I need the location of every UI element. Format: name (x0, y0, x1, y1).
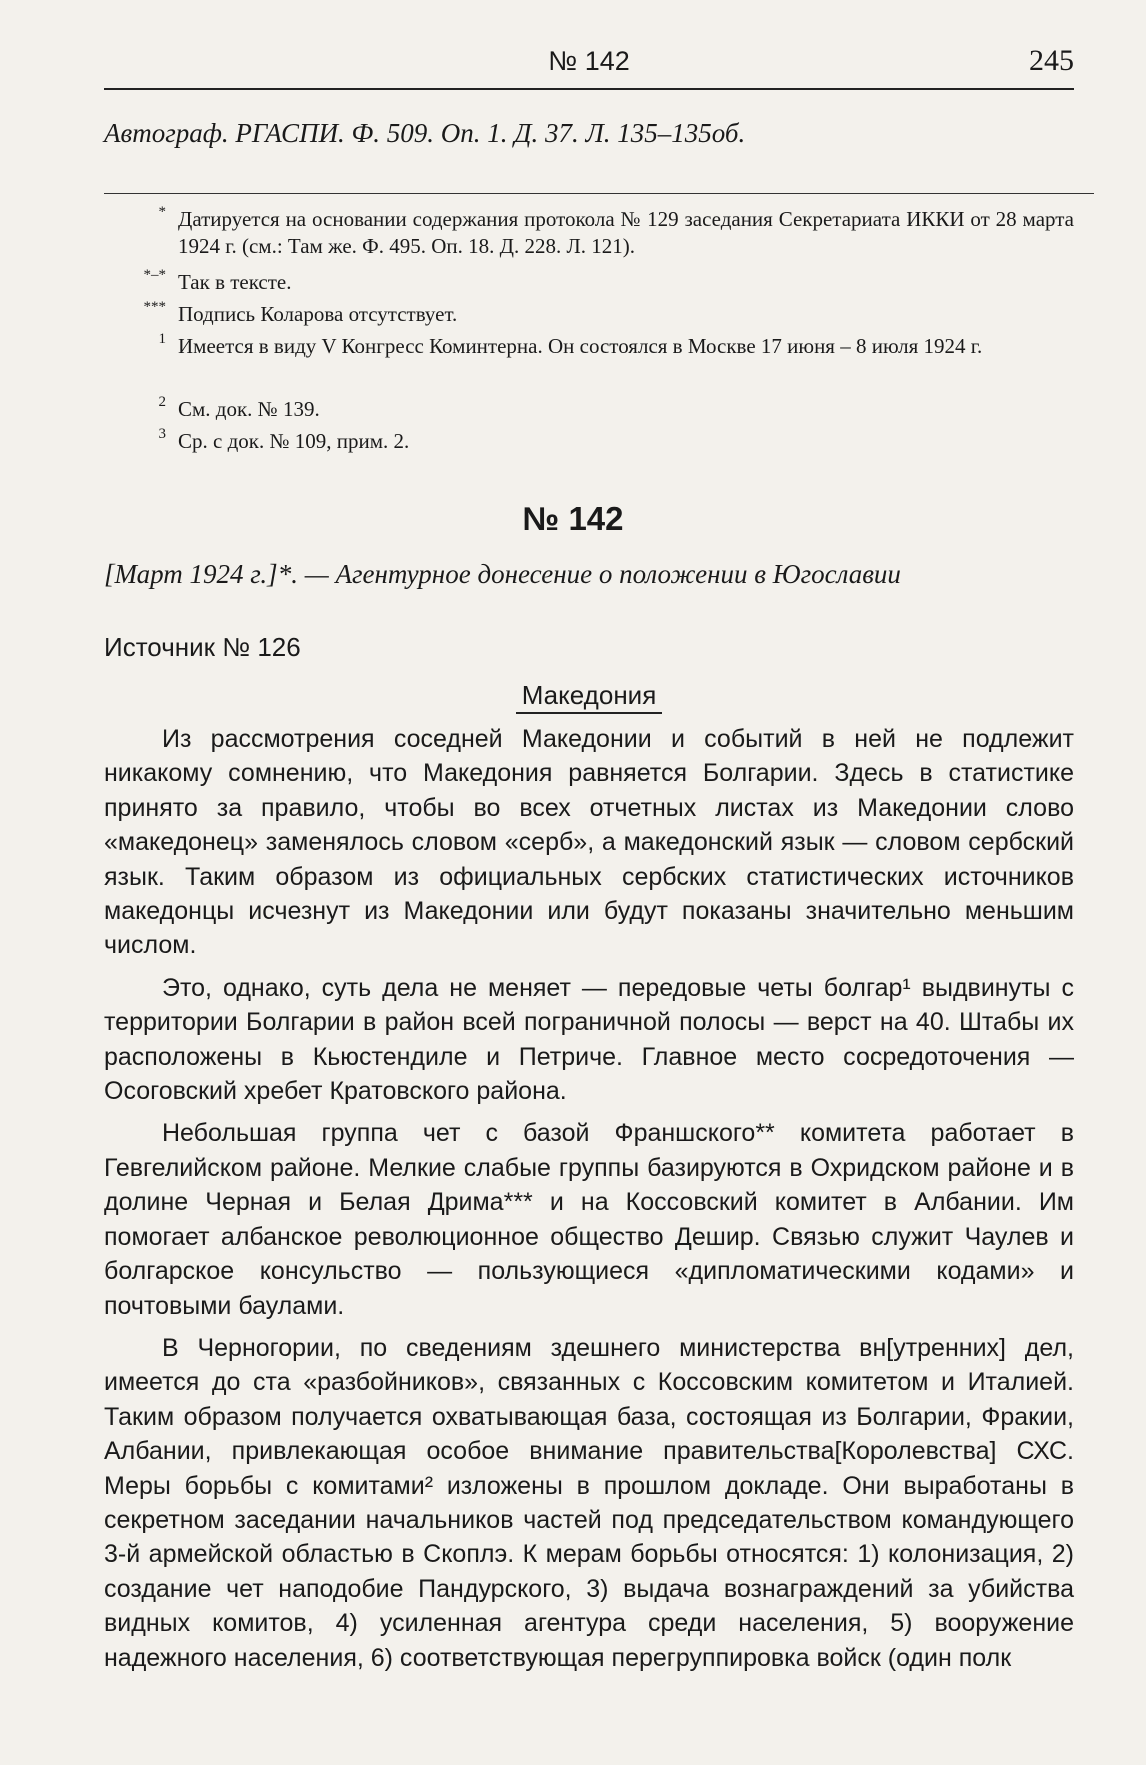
footnote (104, 301, 1074, 328)
document-source: Источник № 126 (104, 632, 301, 662)
body-paragraph: Это, однако, суть дела не меняет — передовые четы болгар¹ выдвинуты с территории Болгарии в район всей пограничной полосы — верст на 40. Штабы их расположены в Кьюстендиле и Петриче. Главное место сосредоточения — Осоговский хребет Кратовского района. (104, 973, 1074, 1106)
document-body (104, 722, 1074, 1683)
footnote (104, 333, 1074, 360)
body-paragraph: Небольшая группа чет с базой Франшского** комитета работает в Гевгелийском районе. Мелкие слабые группы базируются в Охридском районе и в долине Черная и Белая Дрима*** и на Коссовский комитет в Албании. Им помогает албанское революционное общество Дешир. Связью служит Чаулев и болгарское консульство — пользующиеся «дипломатическими кодами» и почтовыми баулами. (104, 1119, 1074, 1320)
footnote-mark: 2 (158, 394, 166, 410)
header-doc-number: № 142 (548, 46, 630, 76)
footnote-mark: 1 (158, 331, 166, 347)
footnote (104, 428, 1074, 455)
footnote (104, 269, 1074, 296)
footnote-text: См. док. № 139. (178, 397, 320, 421)
footnote (104, 396, 1074, 423)
body-paragraph: В Черногории, по сведениям здешнего министерства вн[утренних] дел, имеется до ста «разбойников», связанных с Коссовским комитетом и Италией. Таким образом получается охватывающая база, состоящая из Болгарии, Фракии, Албании, привлекающая особое внимание правительства[Королевства] СХС. Меры борьбы с комитами² изложены в прошлом докладе. Они выработаны в секретном заседании начальников частей под председательством командующего 3-й армейской областью в Скоплэ. К мерам борьбы относятся: 1) колонизация, 2) создание чет наподобие Пандурского, 3) выдача вознаграждений за убийства видных комитов, 4) усиленная агентура среди населения, 5) вооружение надежного населения, 6) соответствующая перегруппировка войск (один полк (104, 1333, 1074, 1672)
footnote-mark: * (158, 204, 166, 220)
running-header (104, 40, 1074, 90)
body-paragraph: Из рассмотрения соседней Македонии и событий в ней не подлежит никакому сомнению, что Македония равняется Болгарии. Здесь в статистике принято за правило, чтобы во всех отчетных листах из Македонии слово «македонец» заменялось словом «серб», а македонский язык — словом сербский язык. Таким образом из официальных сербских статистических источников македонцы исчезнут из Македонии или будут показаны значительно меньшим числом. (104, 725, 1074, 960)
document-number: № 142 (522, 500, 624, 537)
footnote (104, 206, 1074, 260)
footnote-text: Ср. с док. № 109, прим. 2. (178, 429, 410, 453)
footnote-mark: 3 (158, 426, 166, 442)
footnote-text: Имеется в виду V Конгресс Коминтерна. Он состоялся в Москве 17 июня – 8 июля 1924 г. (178, 334, 983, 358)
section-heading-text: Македония (516, 680, 663, 714)
footnote-mark: *** (143, 299, 166, 315)
archive-reference: Автограф. РГАСПИ. Ф. 509. Оп. 1. Д. 37. Л. 135–135об. (104, 118, 746, 148)
footnote-text: Датируется на основании содержания протокола № 129 заседания Секретариата ИККИ от 28 марта 1924 г. (см.: Там же. Ф. 495. Оп. 18. Д. 228. Л. 121). (178, 207, 1074, 258)
section-heading (0, 680, 1074, 711)
document-title: [Март 1924 г.]*. — Агентурное донесение о положении в Югославии (104, 559, 901, 589)
footnote-text: Подпись Коларова отсутствует. (178, 302, 458, 326)
page-number: 245 (1029, 44, 1074, 77)
footnote-mark: *–* (143, 267, 166, 283)
footnote-divider (104, 193, 1094, 194)
footnote-text: Так в тексте. (178, 270, 292, 294)
